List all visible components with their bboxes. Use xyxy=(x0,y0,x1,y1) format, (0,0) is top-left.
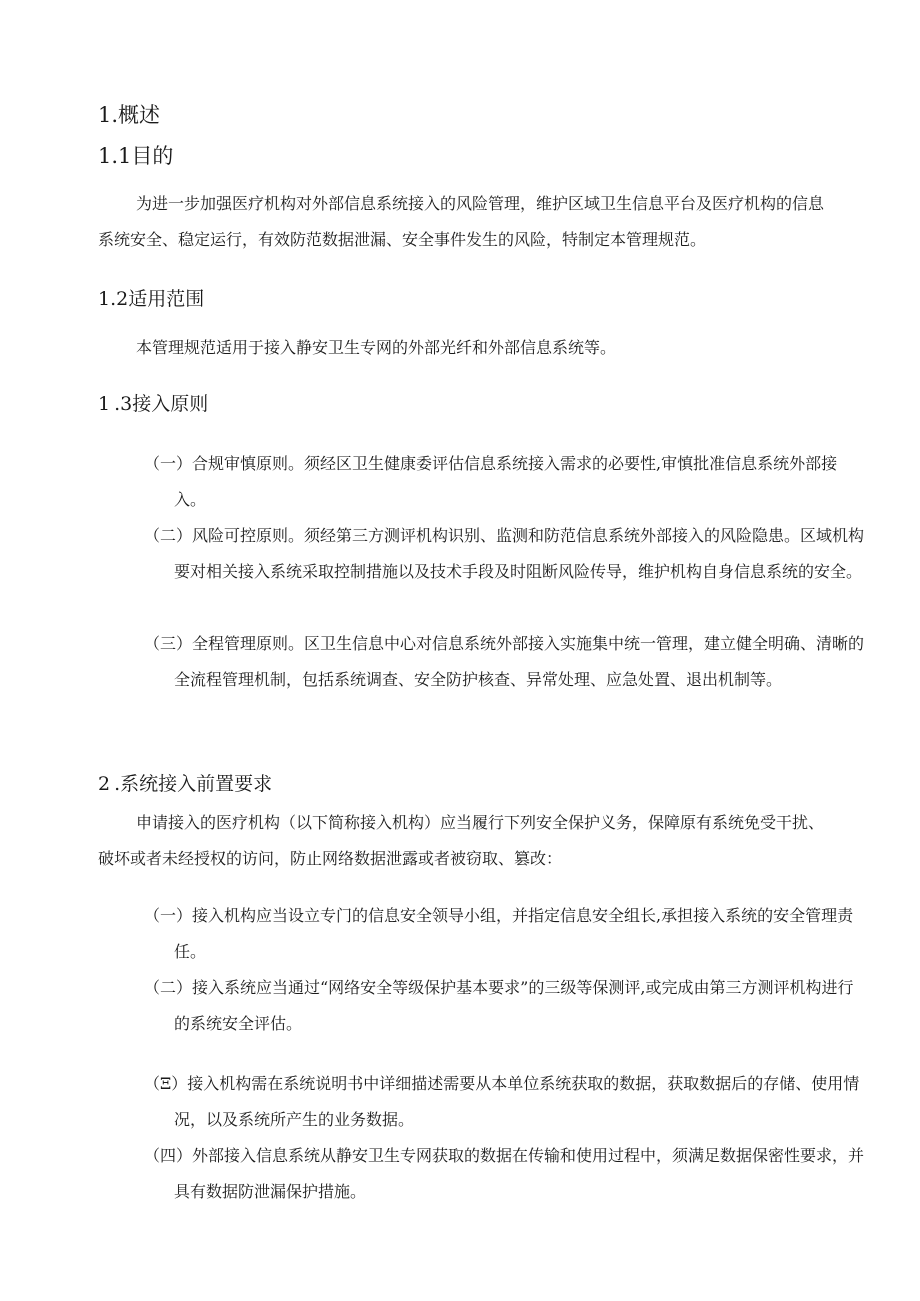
section-1-2-paragraph: 本管理规范适用于接入静安卫生专网的外部光纤和外部信息系统等。 xyxy=(136,338,617,357)
requirement-item-2: （二）接入系统应当通过“网络安全等级保护基本要求”的三级等保测评,或完成由第三方测评机构进行的系统安全评估。 xyxy=(144,978,854,1033)
section-2-heading xyxy=(98,772,272,796)
requirement-item-1: （一）接入机构应当设立专门的信息安全领导小组，并指定信息安全组长,承担接入系统的安全管理责任。 xyxy=(144,906,854,961)
section-1-3-number: 1 xyxy=(98,393,111,415)
requirement-item-3: （Ξ）接入机构需在系统说明书中详细描述需要从本单位系统获取的数据，获取数据后的存储、使用情况，以及系统所产生的业务数据。 xyxy=(144,1074,860,1129)
section-1-3-title: .3接入原则 xyxy=(114,393,209,415)
principle-item-2: （二）风险可控原则。须经第三方测评机构识别、监测和防范信息系统外部接入的风险隐患。区域机构要对相关接入系统采取控制措施以及技术手段及时阻断风险传导，维护机构自身信息系统的安全。 xyxy=(144,526,865,581)
principle-item-1: （一）合规审慎原则。须经区卫生健康委评估信息系统接入需求的必要性,审慎批准信息系统外部接入。 xyxy=(144,454,838,509)
section-2-number: 2 xyxy=(98,773,111,795)
principle-item-3: （三）全程管理原则。区卫生信息中心对信息系统外部接入实施集中统一管理，建立健全明确、清晰的全流程管理机制，包括系统调查、安全防护核查、异常处理、应急处置、退出机制等。 xyxy=(144,634,865,689)
requirement-item-4: （四）外部接入信息系统从静安卫生专网获取的数据在传输和使用过程中，须满足数据保密性要求，并具有数据防泄漏保护措施。 xyxy=(144,1146,865,1201)
section-1-2-heading: 1.2适用范围 xyxy=(98,288,205,310)
section-1-1-heading: 1.1目的 xyxy=(98,144,174,168)
section-1-3-heading xyxy=(98,392,208,416)
section-2-title: .系统接入前置要求 xyxy=(114,773,273,795)
section-1-heading: 1.概述 xyxy=(98,103,161,127)
section-1-1-paragraph: 为进一步加强医疗机构对外部信息系统接入的风险管理，维护区域卫生信息平台及医疗机构的信息系统安全、稳定运行，有效防范数据泄漏、安全事件发生的风险，特制定本管理规范。 xyxy=(98,194,825,249)
section-2-paragraph: 申请接入的医疗机构（以下简称接入机构）应当履行下列安全保护义务，保障原有系统免受干扰、破坏或者未经授权的访问，防止网络数据泄露或者被窃取、篡改： xyxy=(98,813,825,868)
